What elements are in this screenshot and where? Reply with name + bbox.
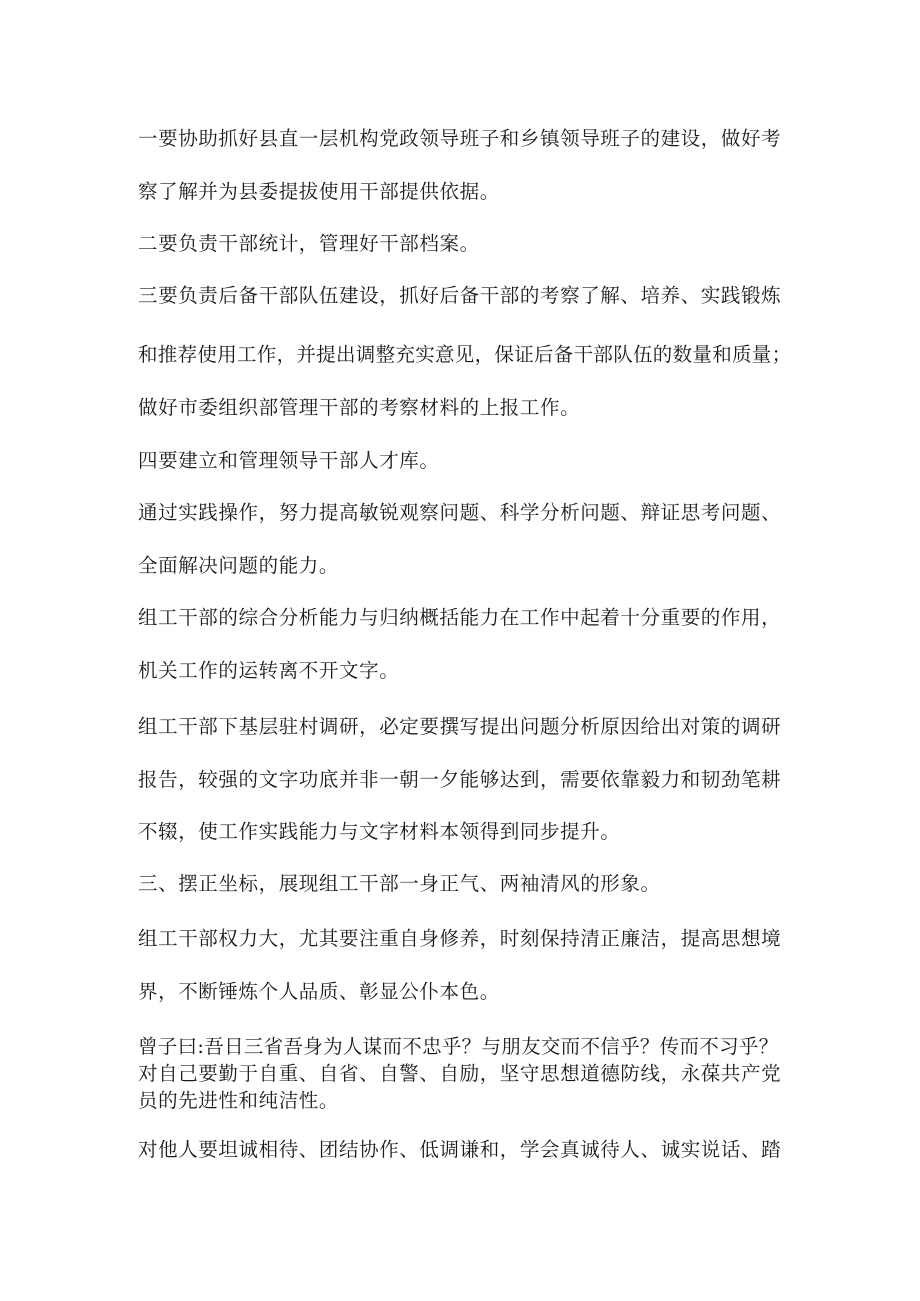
text-line: 二要负责干部统计，管理好干部档案。	[138, 232, 480, 255]
text-line: 组工干部权力大，尤其要注重自身修养，时刻保持清正廉洁，提高思想境	[138, 927, 782, 950]
text-line: 组工干部下基层驻村调研，必定要撰写提出问题分析原因给出对策的调研	[138, 715, 782, 738]
text-line: 做好市委组织部管理干部的考察材料的上报工作。	[138, 396, 581, 419]
text-line: 机关工作的运转离不开文字。	[138, 659, 400, 682]
text-line: 组工干部的综合分析能力与归纳概括能力在工作中起着十分重要的作用，	[138, 606, 782, 629]
text-line: 报告，较强的文字功底并非一朝一夕能够达到，需要依靠毅力和韧劲笔耕	[138, 768, 782, 791]
text-line: 一要协助抓好县直一层机构党政领导班子和乡镇领导班子的建设，做好考	[138, 127, 782, 150]
text-line: 对他人要坦诚相待、团结协作、低调谦和，学会真诚待人、诚实说话、踏	[138, 1138, 782, 1161]
text-line: 三要负责后备干部队伍建设，抓好后备干部的考察了解、培养、实践锻炼	[138, 284, 782, 307]
text-line: 员的先进性和纯洁性。	[138, 1089, 340, 1112]
text-line: 通过实践操作，努力提高敏锐观察问题、科学分析问题、辩证思考问题、	[138, 501, 782, 524]
text-line: 对自己要勤于自重、自省、自警、自励，坚守思想道德防线，永葆共产党	[138, 1062, 782, 1085]
text-line: 察了解并为县委提拔使用干部提供依据。	[138, 180, 500, 203]
text-line: 全面解决问题的能力。	[138, 554, 340, 577]
text-line: 和推荐使用工作，并提出调整充实意见，保证后备干部队伍的数量和质量；	[138, 343, 792, 366]
text-line: 曾子曰:吾日三省吾身为人谋而不忠乎？与朋友交而不信乎？传而不习乎？	[138, 1035, 779, 1058]
text-line: 三、摆正坐标，展现组工干部一身正气、两袖清风的形象。	[138, 872, 661, 895]
text-line: 四要建立和管理领导干部人才库。	[138, 449, 440, 472]
text-line: 界，不断锤炼个人品质、彰显公仆本色。	[138, 980, 500, 1003]
text-line: 不辍，使工作实践能力与文字材料本领得到同步提升。	[138, 820, 621, 843]
